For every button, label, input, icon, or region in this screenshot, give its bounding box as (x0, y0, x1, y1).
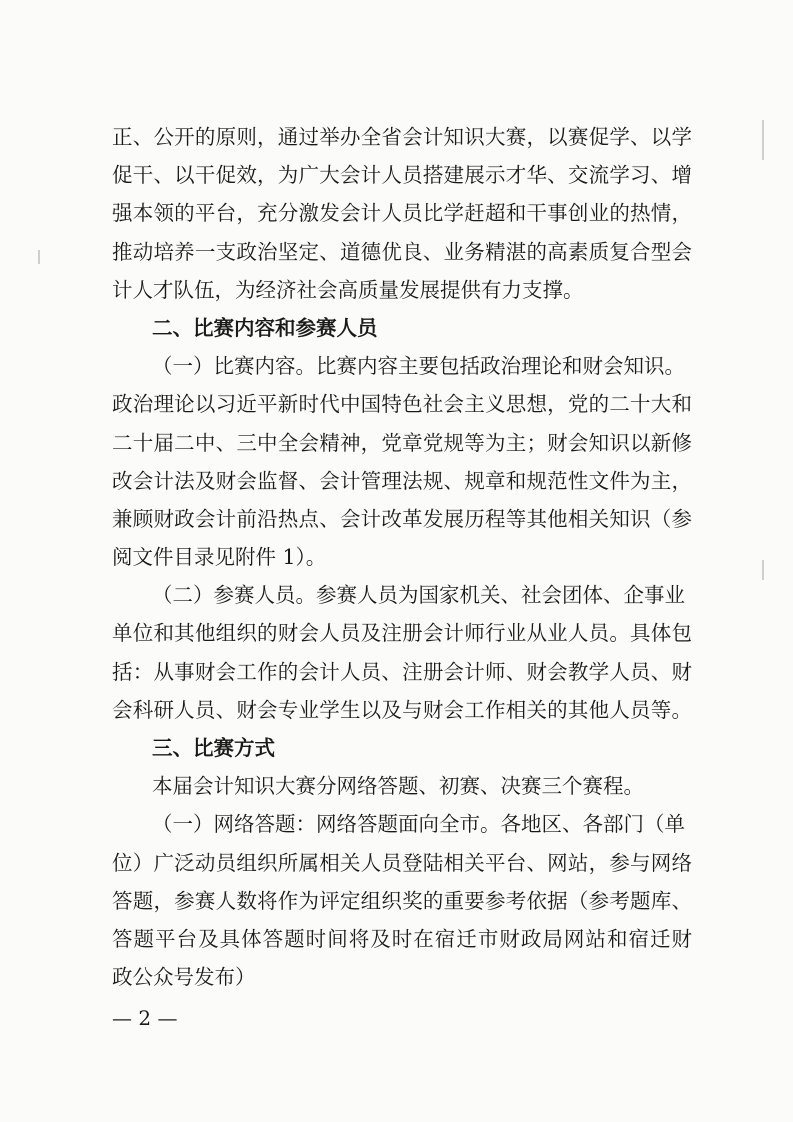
text-line: （一）网络答题：网络答题面向全市。各地区、各部门（单 (152, 812, 685, 837)
text-line: 推动培养一支政治坚定、道德优良、业务精湛的高素质复合型会 (112, 239, 692, 264)
text-line: （二）参赛人员。参赛人员为国家机关、社会团体、企事业 (152, 583, 685, 608)
text-line: 单位和其他组织的财会人员及注册会计师行业从业人员。具体包 (112, 621, 692, 646)
text-line: 改会计法及财会监督、会计管理法规、规章和规范性文件为主， (112, 468, 692, 493)
scan-margin-mark (38, 250, 40, 264)
scan-margin-mark (762, 120, 764, 160)
text-line: 本届会计知识大赛分网络答题、初赛、决赛三个赛程。 (152, 774, 644, 799)
text-line: 政治理论以习近平新时代中国特色社会主义思想，党的二十大和 (112, 392, 692, 417)
text-line: 促干、以干促效，为广大会计人员搭建展示才华、交流学习、增 (112, 163, 692, 188)
text-line: 会科研人员、财会专业学生以及与财会工作相关的其他人员等。 (112, 697, 692, 722)
text-line: 答题平台及具体答题时间将及时在宿迁市财政局网站和宿迁财 (112, 926, 692, 951)
text-line: 计人才队伍，为经济社会高质量发展提供有力支撑。 (112, 277, 584, 302)
section-heading: 三、比赛方式 (152, 736, 275, 760)
text-line: 括：从事财会工作的会计人员、注册会计师、财会教学人员、财 (112, 659, 692, 684)
scan-margin-mark (762, 560, 764, 580)
text-line: 答题，参赛人数将作为评定组织奖的重要参考依据（参考题库、 (112, 888, 692, 913)
text-line: 二十届二中、三中全会精神，党章党规等为主；财会知识以新修 (112, 430, 692, 455)
text-line: 政公众号发布） (112, 965, 256, 990)
document-body (112, 118, 692, 996)
text-line: （一）比赛内容。比赛内容主要包括政治理论和财会知识。 (152, 354, 685, 379)
page-number: — 2 — (112, 1006, 178, 1030)
text-line: 阅文件目录见附件 1）。 (112, 545, 327, 570)
text-line: 强本领的平台，充分激发会计人员比学赶超和干事创业的热情， (112, 201, 692, 226)
text-line: 兼顾财政会计前沿热点、会计改革发展历程等其他相关知识（参 (112, 506, 692, 531)
text-line: 正、公开的原则，通过举办全省会计知识大赛，以赛促学、以学 (112, 125, 692, 149)
text-line: 位）广泛动员组织所属相关人员登陆相关平台、网站，参与网络 (112, 850, 692, 875)
section-heading: 二、比赛内容和参赛人员 (152, 315, 378, 340)
